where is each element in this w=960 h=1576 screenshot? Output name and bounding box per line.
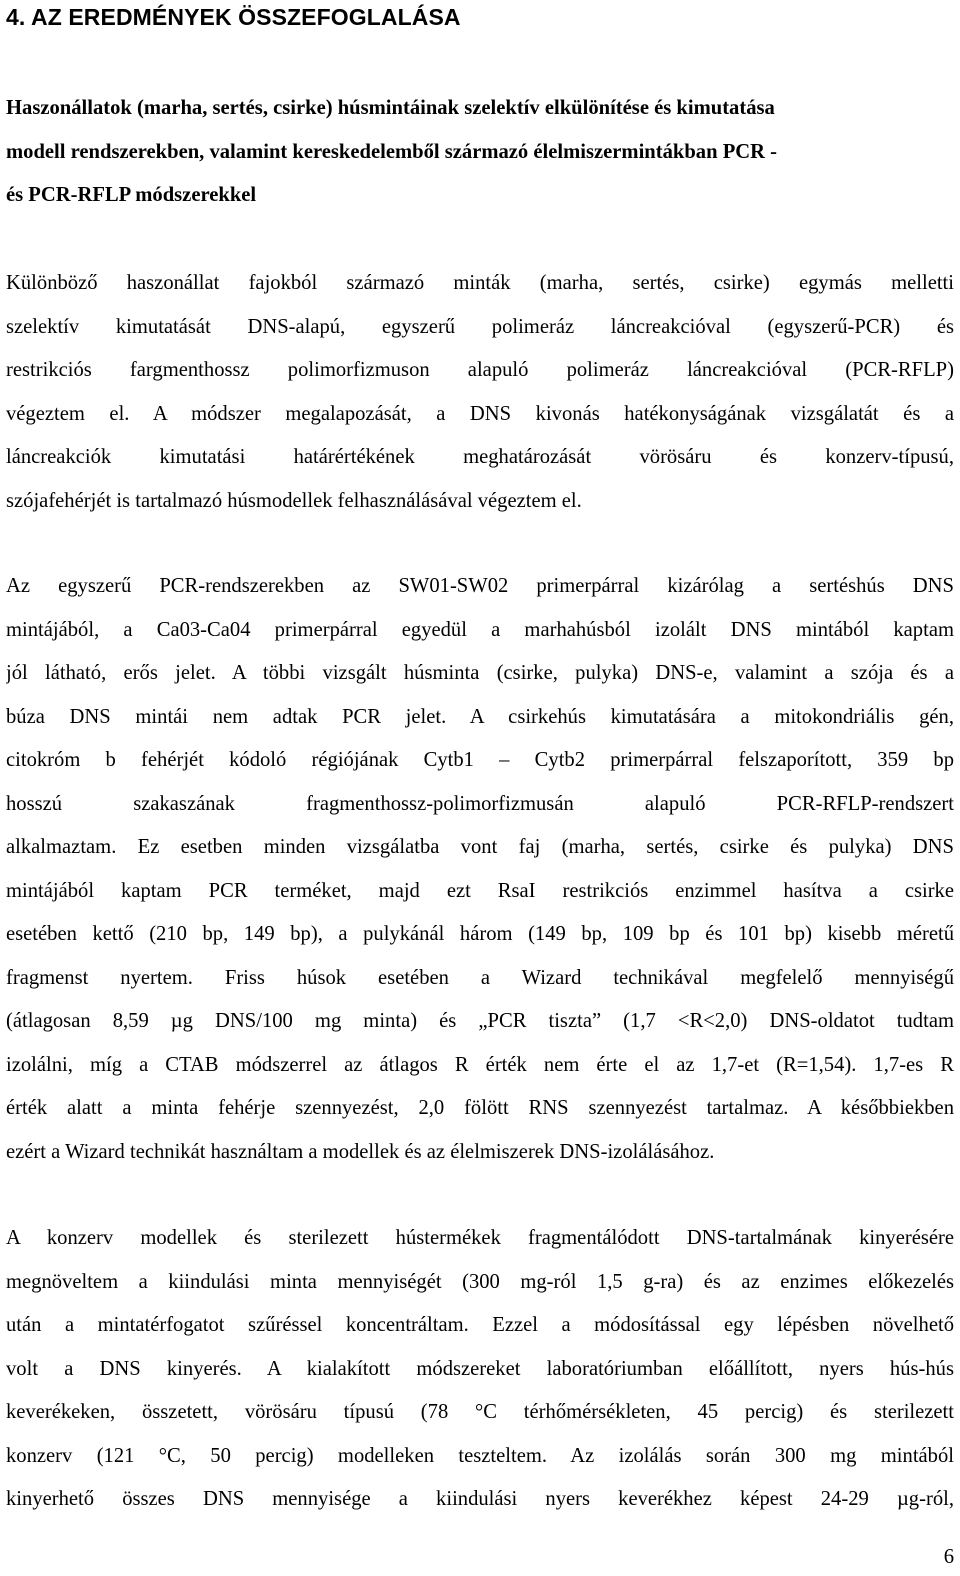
text-line: Az egyszerű PCR-rendszerekben az SW01-SW02 primerpárral kizárólag a sertéshús DNS xyxy=(6,575,954,597)
text-line: jól látható, erős jelet. A többi vizsgált húsminta (csirke, pulyka) DNS-e, valamint a szója és a xyxy=(6,662,954,684)
text-line: ezért a Wizard technikát használtam a modellek és az élelmiszerek DNS-izolálásához. xyxy=(6,1140,715,1163)
text-line: mintájából kaptam PCR terméket, majd ezt RsaI restrikciós enzimmel hasítva a csirke xyxy=(6,879,954,902)
subtitle-line: és PCR-RFLP módszerekkel xyxy=(6,184,257,206)
section-subtitle xyxy=(6,87,954,218)
text-line: búza DNS mintái nem adtak PCR jelet. A csirkehús kimutatására a mitokondriális gén, xyxy=(6,705,954,728)
text-line: (átlagosan 8,59 µg DNS/100 mg minta) és „PCR tiszta” (1,7 <R<2,0) DNS-oldatot tudtam xyxy=(6,1010,954,1032)
text-line: konzerv (121 °C, 50 percig) modelleken teszteltem. Az izolálás során 300 mg mintából xyxy=(6,1444,954,1467)
text-line: megnöveltem a kiindulási minta mennyiségét (300 mg-ról 1,5 g-ra) és az enzimes előkezelés xyxy=(6,1270,954,1293)
text-line: keverékeken, összetett, vörösáru típusú (78 °C térhőmérsékleten, 45 percig) és sterilezett xyxy=(6,1401,954,1423)
text-line: végeztem el. A módszer megalapozását, a DNS kivonás hatékonyságának vizsgálatát és a xyxy=(6,402,954,425)
text-line: szelektív kimutatását DNS-alapú, egyszerű polimeráz láncreakcióval (egyszerű-PCR) és xyxy=(6,315,954,338)
text-line: A konzerv modellek és sterilezett hústermékek fragmentálódott DNS-tartalmának kinyerésére xyxy=(6,1227,954,1249)
text-line: restrikciós fargmenthossz polimorfizmuson alapuló polimeráz láncreakcióval (PCR-RFLP) xyxy=(6,359,954,381)
text-line: szójafehérjét is tartalmazó húsmodellek felhasználásával végeztem el. xyxy=(6,489,582,512)
subtitle-line: Haszonállatok (marha, sertés, csirke) húsmintáinak szelektív elkülönítése és kimutatása xyxy=(6,97,775,119)
text-line: citokróm b fehérjét kódoló régiójának Cytb1 – Cytb2 primerpárral felszaporított, 359 bp xyxy=(6,749,954,771)
text-line: volt a DNS kinyerés. A kialakított módszereket laboratóriumban előállított, nyers hús-hús xyxy=(6,1357,954,1380)
chapter-heading: 4. AZ EREDMÉNYEK ÖSSZEFOGLALÁSA xyxy=(6,4,461,30)
paragraph-2 xyxy=(6,565,954,1174)
text-line: izolálni, míg a CTAB módszerrel az átlagos R érték nem érte el az 1,7-et (R=1,54). 1,7-es R xyxy=(6,1053,954,1076)
text-line: hosszú szakaszának fragmenthossz-polimorfizmusán alapuló PCR-RFLP-rendszert xyxy=(6,792,954,815)
text-line: kinyerhető összes DNS mennyisége a kiindulási nyers keverékhez képest 24-29 µg-ról, xyxy=(6,1488,954,1510)
text-line: után a mintatérfogatot szűréssel koncentráltam. Ezzel a módosítással egy lépésben növelhető xyxy=(6,1314,954,1336)
text-line: érték alatt a minta fehérje szennyezést, 2,0 fölött RNS szennyezést tartalmaz. A későbbiekben xyxy=(6,1097,954,1119)
paragraph-1 xyxy=(6,262,954,523)
text-line: mintájából, a Ca03-Ca04 primerpárral egyedül a marhahúsból izolált DNS mintából kaptam xyxy=(6,618,954,641)
text-line: láncreakciók kimutatási határértékének meghatározását vörösáru és konzerv-típusú, xyxy=(6,446,954,468)
paragraph-3 xyxy=(6,1217,954,1522)
subtitle-line: modell rendszerekben, valamint kereskedelemből származó élelmiszermintákban PCR - xyxy=(6,140,778,163)
text-line: alkalmaztam. Ez esetben minden vizsgálatba vont faj (marha, sertés, csirke és pulyka) DNS xyxy=(6,836,954,858)
page-number: 6 xyxy=(943,1546,954,1568)
text-line: esetében kettő (210 bp, 149 bp), a pulykánál három (149 bp, 109 bp és 101 bp) kisebb méretű xyxy=(6,923,954,945)
text-line: fragmenst nyertem. Friss húsok esetében a Wizard technikával megfelelő mennyiségű xyxy=(6,966,954,989)
text-line: Különböző haszonállat fajokból származó minták (marha, sertés, csirke) egymás melletti xyxy=(6,272,954,294)
